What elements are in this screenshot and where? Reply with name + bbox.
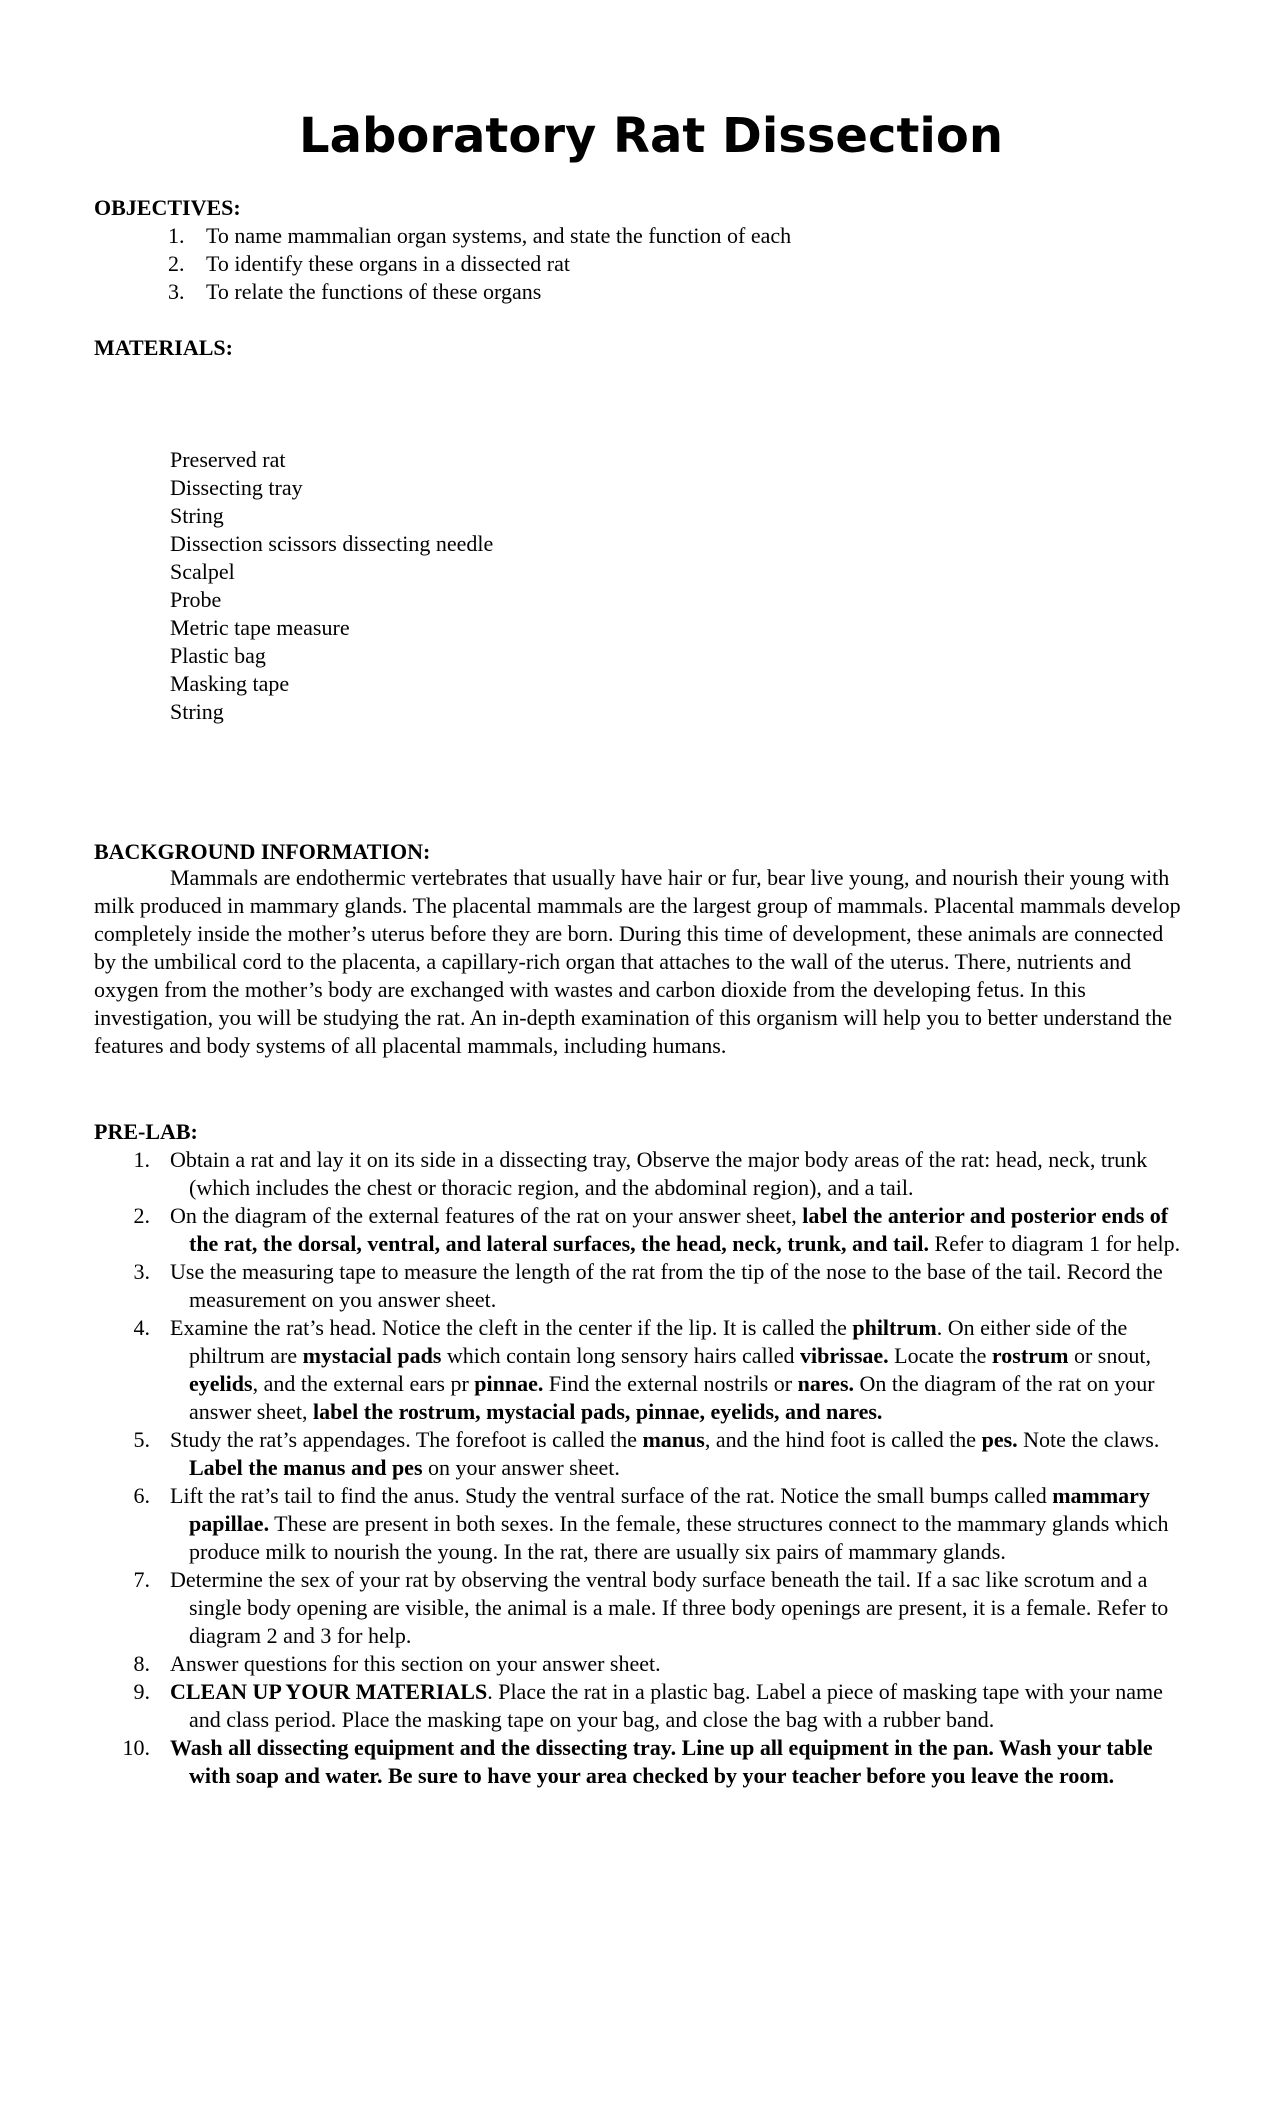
step-text (170, 1258, 1194, 1314)
step-text (170, 1650, 1194, 1678)
text-run: Use the measuring tape to measure the length of the rat from the tip of the nose to the base of the tail. Record the measurement on you answer sheet. (170, 1259, 1163, 1312)
list-item: String (170, 503, 224, 528)
text-run: . Place the rat in a plastic bag. Label a piece of masking tape with your name and class period. Place the masking tape on your bag, and close the bag with a rubber band. (189, 1679, 1163, 1732)
step-number: 9. (133, 1679, 150, 1704)
step-text (170, 1678, 1194, 1734)
bold-text: label the anterior and posterior ends of the rat, the dorsal, ventral, and lateral surfaces, the head, neck, trunk, and tail. (189, 1203, 1169, 1256)
text-run: On the diagram of the rat on your answer sheet, (189, 1371, 1155, 1424)
step-number: 3. (133, 1259, 150, 1284)
background-heading: BACKGROUND INFORMATION: (94, 839, 431, 864)
bold-text: rostrum (991, 1343, 1069, 1368)
text-run: Examine the rat’s head. Notice the cleft in the center if the lip. It is called the (170, 1315, 853, 1340)
list-item: Probe (170, 587, 222, 612)
bold-text: pinnae. (474, 1371, 544, 1396)
text-run: or snout, (1068, 1343, 1151, 1368)
prelab-list (94, 1146, 1194, 1790)
step-text (170, 1146, 1194, 1202)
step-number: 2. (133, 1203, 150, 1228)
text-run: Obtain a rat and lay it on its side in a dissecting tray, Observe the major body areas of the rat: head, neck, trunk (which includes the chest or thoracic region, and the abdominal region), and a tail. (170, 1147, 1148, 1200)
prelab-step (94, 1566, 1194, 1650)
step-number: 4. (133, 1315, 150, 1340)
bold-text: eyelids (189, 1371, 253, 1396)
text-run: , and the external ears pr (252, 1371, 475, 1396)
text-run: Refer to diagram 1 for help. (929, 1231, 1181, 1256)
text-run: Find the external nostrils or (543, 1371, 798, 1396)
step-text (170, 1566, 1194, 1650)
step-number: 10. (122, 1735, 150, 1760)
list-item: Dissection scissors dissecting needle (170, 531, 494, 556)
step-text (170, 1202, 1194, 1258)
bold-text: philtrum (852, 1315, 937, 1340)
text-run: Study the rat’s appendages. The forefoot is called the (170, 1427, 643, 1452)
prelab-step (94, 1678, 1194, 1734)
list-item: 1. To name mammalian organ systems, and state the function of each (168, 223, 792, 248)
prelab-step (94, 1650, 1194, 1678)
bold-text: mystacial pads (302, 1343, 442, 1368)
list-item: Plastic bag (170, 643, 266, 668)
text-run: Locate the (888, 1343, 992, 1368)
bold-text: manus (642, 1427, 705, 1452)
prelab-step (94, 1734, 1194, 1790)
step-text (170, 1426, 1194, 1482)
objectives-list (94, 222, 791, 306)
bold-text: label the rostrum, mystacial pads, pinnae, eyelids, and nares. (313, 1399, 883, 1424)
step-number: 5. (133, 1427, 150, 1452)
list-item: Preserved rat (170, 447, 286, 472)
list-item: String (170, 699, 224, 724)
text-run: on your answer sheet. (422, 1455, 620, 1480)
list-item: 3. To relate the functions of these organs (168, 279, 542, 304)
prelab-step (94, 1146, 1194, 1202)
bold-text: mammary papillae. (189, 1483, 1150, 1536)
list-item: Dissecting tray (170, 475, 303, 500)
bold-text: CLEAN UP YOUR MATERIALS (170, 1679, 488, 1704)
text-run: which contain long sensory hairs called (441, 1343, 801, 1368)
bold-text: Wash all dissecting equipment and the dissecting tray. Line up all equipment in the pan. Wash your table with soap and water. Be sure to have your area checked by your teacher before you leave the room. (170, 1735, 1153, 1788)
page-title: Laboratory Rat Dissection (299, 108, 1003, 164)
step-text (170, 1314, 1194, 1426)
text-run: . On either side of the philtrum are (189, 1315, 1128, 1368)
text-run: These are present in both sexes. In the female, these structures connect to the mammary glands which produce milk to nourish the young. In the rat, there are usually six pairs of mammary glands. (189, 1511, 1169, 1564)
bold-text: nares. (797, 1371, 855, 1396)
text-run: , and the hind foot is called the (704, 1427, 982, 1452)
bold-text: Label the manus and pes (189, 1455, 423, 1480)
text-run: Determine the sex of your rat by observing the ventral body surface beneath the tail. If a sac like scrotum and a single body opening are visible, the animal is a male. If three body openings are present, it is a female. Refer to diagram 2 and 3 for help. (170, 1567, 1169, 1648)
materials-list (170, 446, 493, 726)
background-paragraph: Mammals are endothermic vertebrates that usually have hair or fur, bear live young, and nourish their young with milk produced in mammary glands. The placental mammals are the largest group of mammals. Placental mammals develop completely inside the mother’s uterus before they are born. During this time of development, these animals are connected by the umbilical cord to the placenta, a capillary-rich organ that attaches to the wall of the uterus. There, nutrients and oxygen from the mother’s body are exchanged with wastes and carbon dioxide from the developing fetus. In this investigation, you will be studying the rat. An in-depth examination of this organism will help you to better understand the features and body systems of all placental mammals, including humans. (94, 865, 1181, 1058)
step-number: 6. (133, 1483, 150, 1508)
step-text (170, 1482, 1194, 1566)
bold-text: pes. (981, 1427, 1018, 1452)
text-run: Note the claws. (1017, 1427, 1160, 1452)
text-run: Lift the rat’s tail to find the anus. Study the ventral surface of the rat. Notice the small bumps called (170, 1483, 1053, 1508)
step-number: 7. (133, 1567, 150, 1592)
prelab-step (94, 1314, 1194, 1426)
prelab-step (94, 1482, 1194, 1566)
text-run: Answer questions for this section on your answer sheet. (170, 1651, 661, 1676)
list-item: 2. To identify these organs in a dissected rat (168, 251, 571, 276)
list-item: Masking tape (170, 671, 290, 696)
step-number: 1. (133, 1147, 150, 1172)
prelab-step (94, 1426, 1194, 1482)
prelab-heading: PRE-LAB: (94, 1119, 198, 1144)
objectives-heading: OBJECTIVES: (94, 195, 241, 220)
list-item: Metric tape measure (170, 615, 350, 640)
bold-text: vibrissae. (800, 1343, 889, 1368)
step-text (170, 1734, 1194, 1790)
text-run: On the diagram of the external features of the rat on your answer sheet, (170, 1203, 803, 1228)
prelab-step (94, 1202, 1194, 1258)
prelab-step (94, 1258, 1194, 1314)
list-item: Scalpel (170, 559, 235, 584)
step-number: 8. (133, 1651, 150, 1676)
materials-heading: MATERIALS: (94, 335, 233, 360)
